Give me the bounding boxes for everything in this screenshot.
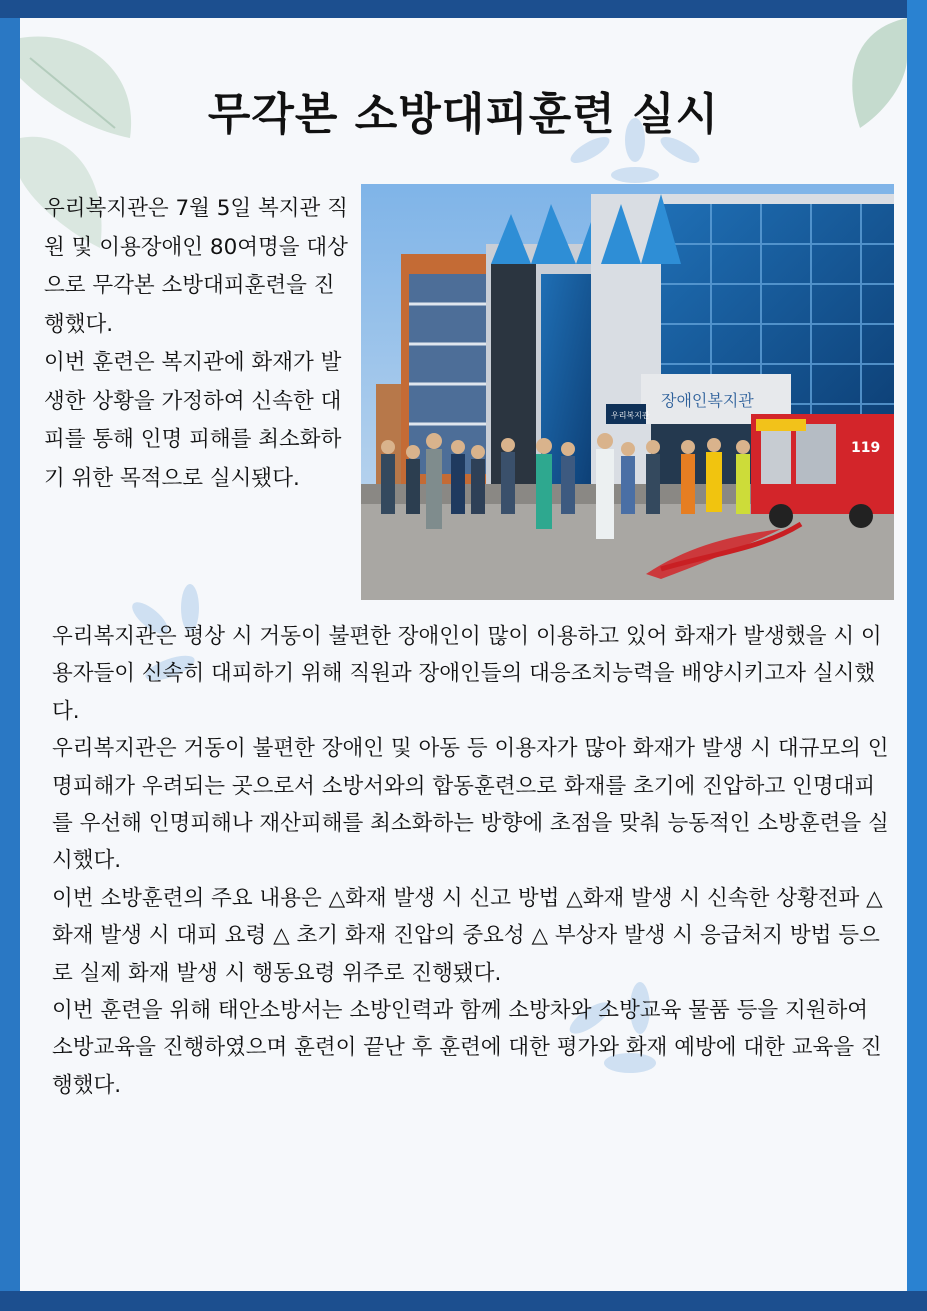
truck-label: 119 [851, 440, 881, 456]
bottom-border [0, 1291, 927, 1311]
intro-paragraph: 우리복지관은 7월 5일 복지관 직원 및 이용장애인 80여명을 대상으로 무각본 소방대피훈련을 진행했다. [44, 196, 348, 337]
body-paragraph: 우리복지관은 거동이 불편한 장애인 및 아동 등 이용자가 많아 화재가 발생 시 대규모의 인명피해가 우려되는 곳으로서 소방서와의 합동훈련으로 화재를 초기에 진압하고 인명대피를 우선해 인명피해나 재산피해를 최소화하는 방향에 초점을 맞춰 능동적인 소방훈련을 실시했다. [52, 736, 889, 874]
building-sub-sign: 우리복지관 [611, 411, 650, 420]
body-text [52, 618, 892, 1104]
intro-text [44, 190, 354, 498]
building-sign: 장애인복지관 [661, 391, 754, 410]
body-paragraph: 이번 훈련을 위해 태안소방서는 소방인력과 함께 소방차와 소방교육 물품 등을 지원하여 소방교육을 진행하였으며 훈련이 끝난 후 훈련에 대한 평가와 화재 예방에 대한 교육을 진행했다. [52, 998, 882, 1098]
page-title: 무각본 소방대피훈련 실시 [207, 89, 720, 140]
intro-paragraph: 이번 훈련은 복지관에 화재가 발생한 상황을 가정하여 신속한 대피를 통해 인명 피해를 최소화하기 위한 목적으로 실시됐다. [44, 350, 342, 491]
fire-drill-illustration [361, 184, 894, 600]
body-paragraph: 우리복지관은 평상 시 거동이 불편한 장애인이 많이 이용하고 있어 화재가 발생했을 시 이용자들이 신속히 대피하기 위해 직원과 장애인들의 대응조치능력을 배양시키고자 실시했다. [52, 624, 882, 724]
fire-drill-photo [361, 184, 894, 600]
document-page [20, 18, 907, 1291]
right-border [907, 0, 927, 1311]
body-paragraph: 이번 소방훈련의 주요 내용은 △화재 발생 시 신고 방법 △화재 발생 시 신속한 상황전파 △화재 발생 시 대피 요령 △ 초기 화재 진압의 중요성 △ 부상자 발생 시 응급처지 방법 등으로 실제 화재 발생 시 행동요령 위주로 진행됐다. [52, 885, 883, 986]
top-border [0, 0, 927, 18]
